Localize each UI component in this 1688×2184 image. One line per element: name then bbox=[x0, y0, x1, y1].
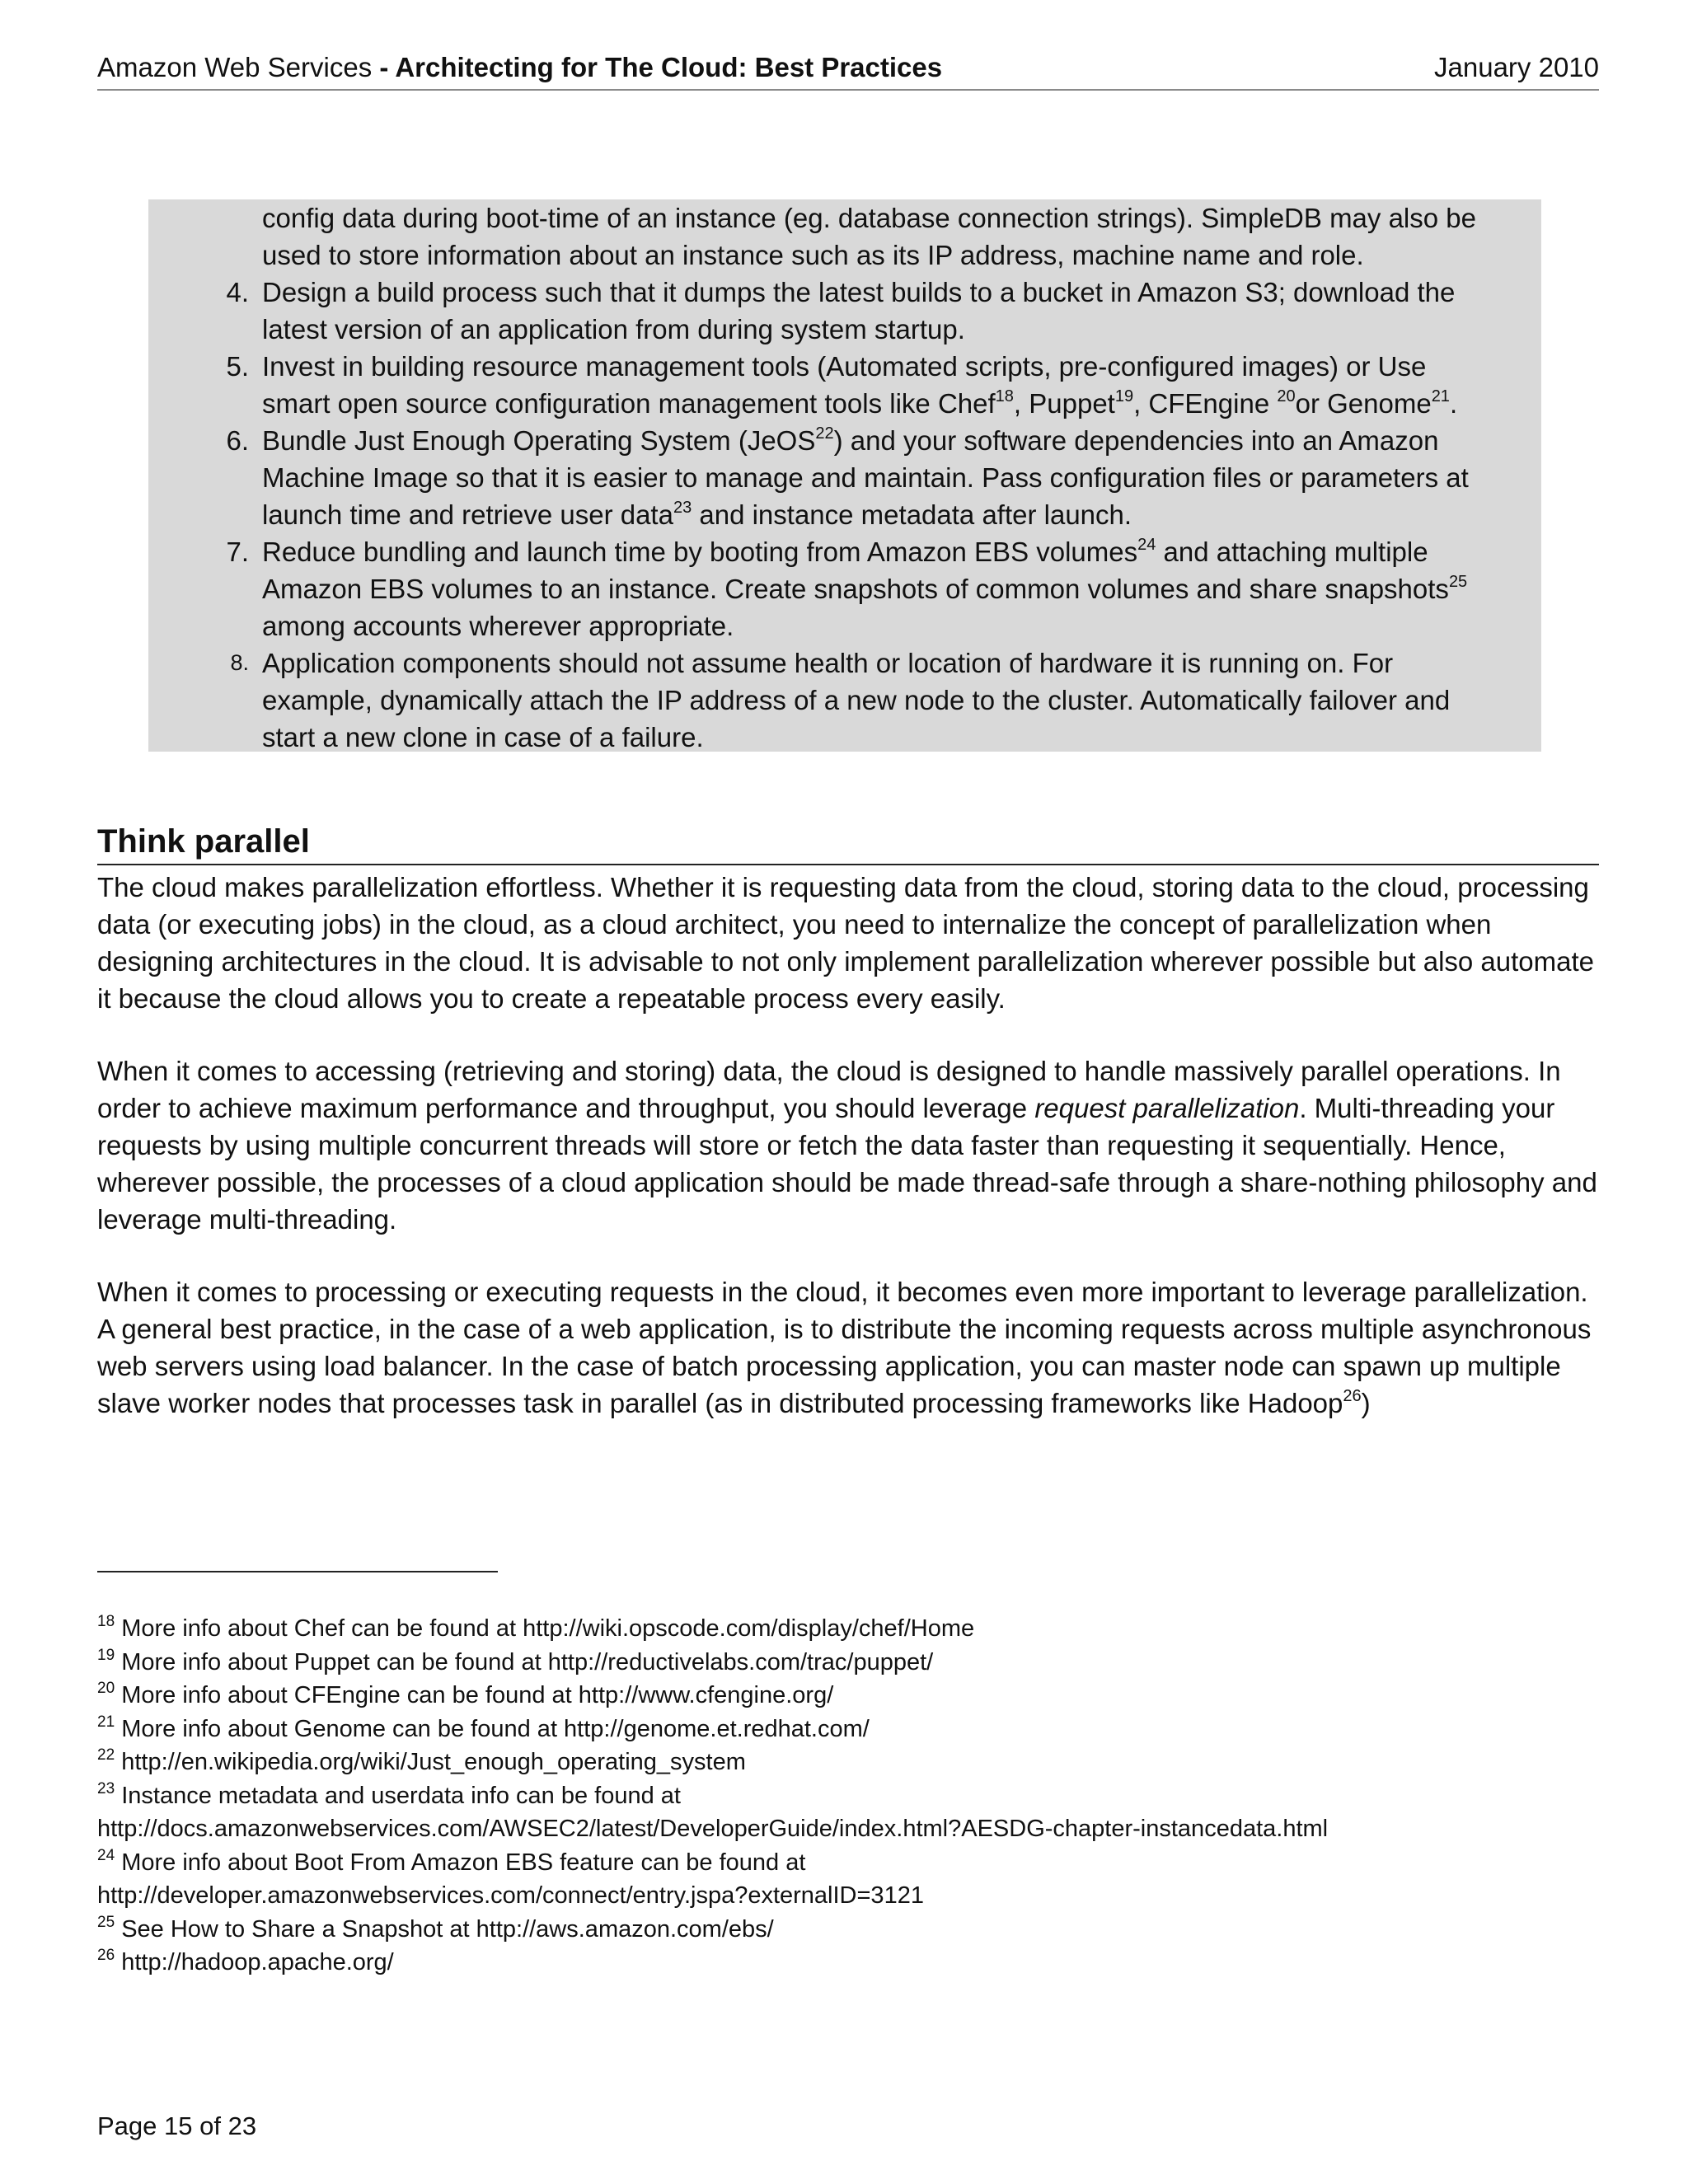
header-title bbox=[97, 49, 942, 86]
list-item bbox=[148, 422, 1541, 533]
footnote-text: More info about Boot From Amazon EBS feature can be found at bbox=[115, 1849, 806, 1876]
list-item-line bbox=[262, 385, 1541, 422]
list-item-line: Machine Image so that it is easier to manage and maintain. Pass configuration files or parameters at bbox=[262, 462, 1469, 493]
footnote-link[interactable]: http://developer.amazonwebservices.com/connect/entry.jspa?externalID=3121 bbox=[97, 1882, 924, 1909]
footnote-ref-25[interactable]: 25 bbox=[1448, 573, 1468, 591]
footnote-ref-20[interactable]: 20 bbox=[1277, 387, 1296, 405]
section-heading: Think parallel bbox=[97, 819, 1599, 865]
list-item bbox=[148, 348, 1541, 422]
list-item-line bbox=[262, 533, 1541, 570]
text-run: Reduce bundling and launch time by booting from Amazon EBS volumes bbox=[262, 537, 1138, 567]
footnote bbox=[97, 1946, 1599, 1980]
footnote-ref-22[interactable]: 22 bbox=[815, 424, 834, 443]
footnote-text: http://en.wikipedia.org/wiki/Just_enough_operating_system bbox=[115, 1749, 746, 1775]
list-item-number: 6. bbox=[226, 425, 249, 456]
list-item-line bbox=[262, 570, 1541, 607]
list-item bbox=[148, 533, 1541, 644]
text-run: Amazon EBS volumes to an instance. Create snapshots of common volumes and share snapshots bbox=[262, 574, 1449, 604]
best-practices-list bbox=[148, 199, 1541, 756]
footnote-text: More info about CFEngine can be found at http://www.cfengine.org/ bbox=[115, 1682, 834, 1708]
footnote-ref-19[interactable]: 19 bbox=[1114, 387, 1134, 405]
paragraph bbox=[97, 1273, 1599, 1422]
footnote-text: More info about Genome can be found at http://genome.et.redhat.com/ bbox=[115, 1715, 870, 1742]
footnote bbox=[97, 1913, 1599, 1947]
text-run: When it comes to accessing (retrieving and storing) data, the cloud is designed to handle massively parallel operations. In order to achieve maximum performance and throughput, you should leverage bbox=[97, 1056, 1561, 1123]
footnote-text: http://hadoop.apache.org/ bbox=[115, 1949, 394, 1975]
footnote-text: Instance metadata and userdata info can be found at bbox=[115, 1782, 681, 1809]
footnote bbox=[97, 1779, 1599, 1813]
text-run: or Genome bbox=[1295, 388, 1432, 419]
footnote-text: More info about Puppet can be found at http://reductivelabs.com/trac/puppet/ bbox=[115, 1648, 934, 1675]
footnote-number: 24 bbox=[97, 1846, 115, 1864]
list-item-line: example, dynamically attach the IP address of a new node to the cluster. Automatically failover and bbox=[262, 685, 1451, 715]
text-run: , CFEngine bbox=[1133, 388, 1278, 419]
footnote-number: 21 bbox=[97, 1713, 115, 1731]
page-header bbox=[97, 49, 1599, 91]
paragraph bbox=[97, 1052, 1599, 1238]
section-body bbox=[97, 869, 1599, 1457]
text-run: . Multi-threading your requests by using multiple concurrent threads will store or fetch the data faster than requesting it sequentially. Hence, wherever possible, the processes of a cloud application should be made thread-safe through a share-nothing philosophy and leverage multi-threading. bbox=[97, 1093, 1597, 1235]
footnote-ref-24[interactable]: 24 bbox=[1137, 536, 1156, 554]
footnote-ref-23[interactable]: 23 bbox=[673, 499, 692, 517]
text-run: and attaching multiple bbox=[1156, 537, 1428, 567]
page-number: Page 15 of 23 bbox=[97, 2111, 257, 2140]
footnote-number: 19 bbox=[97, 1646, 115, 1664]
header-date: January 2010 bbox=[1434, 52, 1599, 82]
list-item-line bbox=[262, 496, 1541, 533]
list-item-number: 8. bbox=[230, 650, 249, 675]
list-item bbox=[148, 274, 1541, 348]
text-run: and instance metadata after launch. bbox=[692, 499, 1132, 530]
text-run: . bbox=[1449, 388, 1458, 419]
footnote bbox=[97, 1646, 1599, 1680]
header-separator: - bbox=[372, 52, 396, 82]
list-item-number: 4. bbox=[226, 277, 249, 307]
continuation-line: config data during boot-time of an instance (eg. database connection strings). SimpleDB may also be bbox=[262, 203, 1476, 233]
text-run: smart open source configuration management tools like Chef bbox=[262, 388, 996, 419]
text-run: launch time and retrieve user data bbox=[262, 499, 673, 530]
footnote-link[interactable]: http://docs.amazonwebservices.com/AWSEC2/latest/DeveloperGuide/index.html?AESDG-chapter-instancedata.html bbox=[97, 1816, 1329, 1842]
header-doc-title: Architecting for The Cloud: Best Practices bbox=[395, 52, 943, 82]
header-company: Amazon Web Services bbox=[97, 52, 373, 82]
list-item-number: 5. bbox=[226, 351, 249, 382]
footnote bbox=[97, 1679, 1599, 1713]
list-item-line: Application components should not assume health or location of hardware it is running on. For bbox=[262, 648, 1394, 678]
list-item bbox=[148, 644, 1541, 756]
text-run: ) and your software dependencies into an Amazon bbox=[833, 425, 1439, 456]
footnote bbox=[97, 1846, 1599, 1880]
emphasis: request parallelization bbox=[1034, 1093, 1300, 1123]
footnote-ref-18[interactable]: 18 bbox=[995, 387, 1014, 405]
continuation-line: used to store information about an instance such as its IP address, machine name and role. bbox=[262, 240, 1364, 270]
list-item-line: start a new clone in case of a failure. bbox=[262, 722, 704, 752]
list-item-line: latest version of an application from during system startup. bbox=[262, 314, 965, 344]
footnote-number: 18 bbox=[97, 1613, 115, 1630]
footnote-text: See How to Share a Snapshot at http://aws.amazon.com/ebs/ bbox=[115, 1915, 774, 1943]
footnote-number: 20 bbox=[97, 1680, 115, 1697]
text-run: When it comes to processing or executing requests in the cloud, it becomes even more important to leverage parallelization. A general best practice, in the case of a web application, is to distribute the incoming requests across multiple asynchronous web servers using load balancer. In the case of batch processing application, you can master node can spawn up multiple slave worker nodes that processes task in parallel (as in distributed processing frameworks like Hadoop bbox=[97, 1277, 1592, 1418]
list-item-line: among accounts wherever appropriate. bbox=[262, 611, 734, 641]
footnote-ref-26[interactable]: 26 bbox=[1343, 1387, 1362, 1405]
footnote-divider bbox=[97, 1571, 498, 1572]
text-run: ) bbox=[1361, 1388, 1371, 1418]
list-item-line: Design a build process such that it dumps the latest builds to a bucket in Amazon S3; download the bbox=[262, 277, 1456, 307]
text-run: , Puppet bbox=[1013, 388, 1115, 419]
footnote-number: 25 bbox=[97, 1913, 115, 1931]
paragraph: The cloud makes parallelization effortless. Whether it is requesting data from the cloud, storing data to the cloud, processing data (or executing jobs) in the cloud, as a cloud architect, you need to internalize the concept of parallelization when designing architectures in the cloud. It is advisable to not only implement parallelization wherever possible but also automate it because the cloud allows you to create a repeatable process every easily. bbox=[97, 872, 1595, 1014]
footnote-number: 23 bbox=[97, 1779, 115, 1797]
footnote bbox=[97, 1713, 1599, 1746]
footnote-text: More info about Chef can be found at http://wiki.opscode.com/display/chef/Home bbox=[115, 1615, 975, 1642]
footnote bbox=[97, 1746, 1599, 1779]
list-item-line: Invest in building resource management tools (Automated scripts, pre-configured images) or Use bbox=[262, 351, 1427, 382]
list-item-line bbox=[262, 422, 1541, 459]
footnote-ref-21[interactable]: 21 bbox=[1431, 387, 1450, 405]
footnote bbox=[97, 1612, 1599, 1646]
list-item-number: 7. bbox=[226, 537, 249, 567]
footnote-number: 22 bbox=[97, 1746, 115, 1764]
footnote-number: 26 bbox=[97, 1947, 115, 1964]
text-run: Bundle Just Enough Operating System (JeOS bbox=[262, 425, 816, 456]
footnotes bbox=[97, 1612, 1599, 1980]
